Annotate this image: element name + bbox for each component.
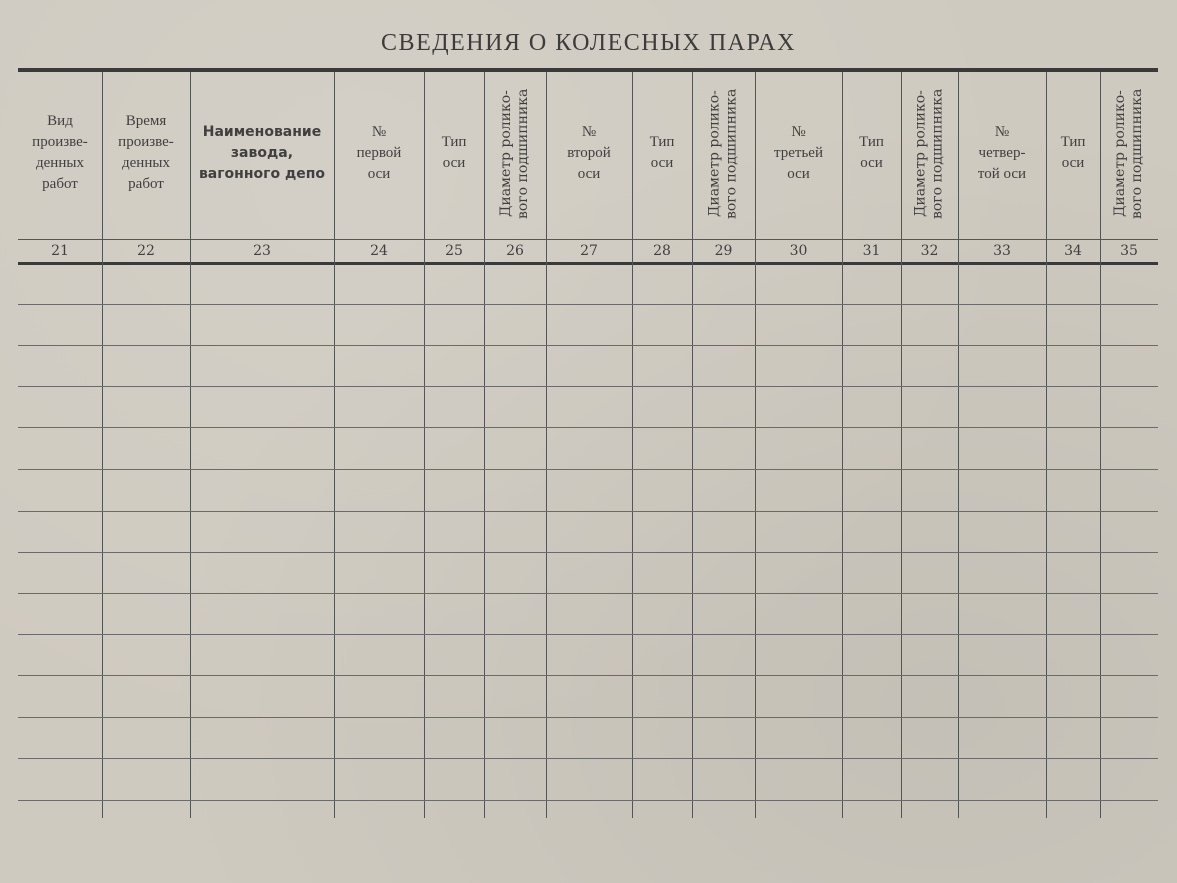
column-number: 24 bbox=[370, 243, 388, 259]
table-row-line bbox=[18, 675, 1158, 676]
column-header: Тип оси bbox=[859, 134, 884, 171]
table-row-line bbox=[18, 717, 1158, 718]
table-row-line bbox=[18, 427, 1158, 428]
table-row-line bbox=[18, 386, 1158, 387]
column-header: Вид произве- денных работ bbox=[32, 113, 88, 192]
column-number: 21 bbox=[51, 243, 69, 259]
table-row-line bbox=[18, 593, 1158, 594]
column-number: 26 bbox=[506, 243, 524, 259]
column-header: Диаметр ролико- вого подшипника bbox=[498, 88, 531, 220]
column-header: Время произве- денных работ bbox=[118, 113, 174, 192]
column-header: № третьей оси bbox=[774, 123, 823, 182]
column-number: 33 bbox=[993, 243, 1011, 259]
column-header: № второй оси bbox=[567, 123, 611, 182]
table-row-line bbox=[18, 345, 1158, 346]
column-number: 22 bbox=[137, 243, 155, 259]
column-header: Диаметр ролико- вого подшипника bbox=[706, 88, 740, 220]
top-rule bbox=[18, 68, 1158, 72]
number-row-rule bbox=[18, 262, 1158, 265]
table-row-line bbox=[18, 304, 1158, 305]
column-header: № первой оси bbox=[356, 123, 402, 182]
column-number: 27 bbox=[580, 243, 598, 259]
column-number: 32 bbox=[920, 243, 939, 259]
column-header: Тип оси bbox=[1060, 134, 1086, 171]
page-title: СВЕДЕНИЯ О КОЛЕСНЫХ ПАРАХ bbox=[381, 30, 796, 56]
column-header: Наименование завода, вагонного депо bbox=[198, 123, 326, 182]
table-row-line bbox=[18, 552, 1158, 553]
column-number: 25 bbox=[445, 243, 463, 259]
column-number: 35 bbox=[1120, 243, 1138, 259]
table-row-line bbox=[18, 511, 1158, 512]
table-row-line bbox=[18, 800, 1158, 801]
column-number: 31 bbox=[862, 243, 881, 259]
table-row-line bbox=[18, 469, 1158, 470]
column-header: Тип оси bbox=[441, 134, 467, 171]
column-header: Диаметр ролико- вого подшипника bbox=[912, 88, 946, 220]
column-number: 30 bbox=[789, 243, 808, 259]
column-number: 28 bbox=[653, 243, 671, 259]
table-row-line bbox=[18, 634, 1158, 635]
column-number: 23 bbox=[253, 243, 271, 259]
column-header: Диаметр ролико- вого подшипника bbox=[1112, 88, 1145, 220]
column-number: 29 bbox=[714, 243, 733, 259]
column-number: 34 bbox=[1064, 243, 1082, 259]
column-header: № четвер- той оси bbox=[977, 123, 1027, 182]
column-header: Тип оси bbox=[649, 134, 675, 171]
table-row-line bbox=[18, 758, 1158, 759]
